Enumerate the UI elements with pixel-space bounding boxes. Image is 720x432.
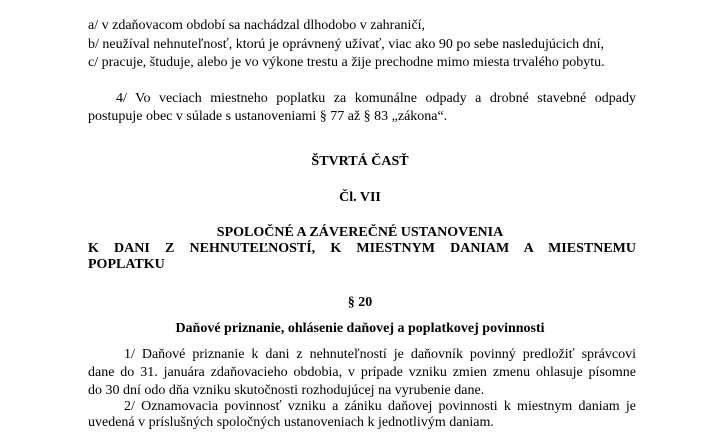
p2-line2: uvedená v príslušných spoločných ustanoveniach k jednotlivým daniam. <box>88 415 494 430</box>
section-title-line2: K DANI Z NEHNUTEĽNOSTÍ, K MIESTNYM DANIAM A MIESTNEMU <box>88 241 636 256</box>
p1-line3: do 30 dní odo dňa vzniku skutočnosti rozhodujúcej na vyrubenie dane. <box>88 383 485 398</box>
paragraph-title: Daňové priznanie, ohlásenie daňovej a poplatkovej povinnosti <box>175 321 545 336</box>
para4-line2: postupuje obec v súlade s ustanoveniami § 77 až § 83 „zákona“. <box>88 109 448 124</box>
part-title: ŠTVRTÁ ČASŤ <box>311 154 409 169</box>
p1-line1: 1/ Daňové priznanie k dani z nehnuteľností je daňovník povinný predložiť správcovi <box>124 347 636 362</box>
paragraph-number: § 20 <box>347 295 373 310</box>
section-title-line1: SPOLOČNÉ A ZÁVEREČNÉ USTANOVENIA <box>216 225 504 240</box>
list-item-b: b/ neužíval nehnuteľnosť, ktorú je oprávnený užívať, viac ako 90 po sebe nasledujúcich dní, <box>88 37 605 52</box>
list-item-a: a/ v zdaňovacom období sa nachádzal dlhodobo v zahraničí, <box>88 18 426 33</box>
article-title: Čl. VII <box>339 190 381 205</box>
p1-line2: dane do 31. januára zdaňovacieho obdobia, v prípade vzniku zmien zmenu ohlasuje písomne <box>88 365 636 380</box>
para4-line1: 4/ Vo veciach miestneho poplatku za komunálne odpady a drobné stavebné odpady <box>116 91 636 106</box>
list-item-c: c/ pracuje, študuje, alebo je vo výkone trestu a žije prechodne mimo miesta trvalého pobytu. <box>88 55 605 70</box>
section-title-line3: POPLATKU <box>88 257 165 272</box>
p2-line1: 2/ Oznamovacia povinnosť vzniku a zániku daňovej povinnosti k miestnym daniam je <box>124 399 636 414</box>
